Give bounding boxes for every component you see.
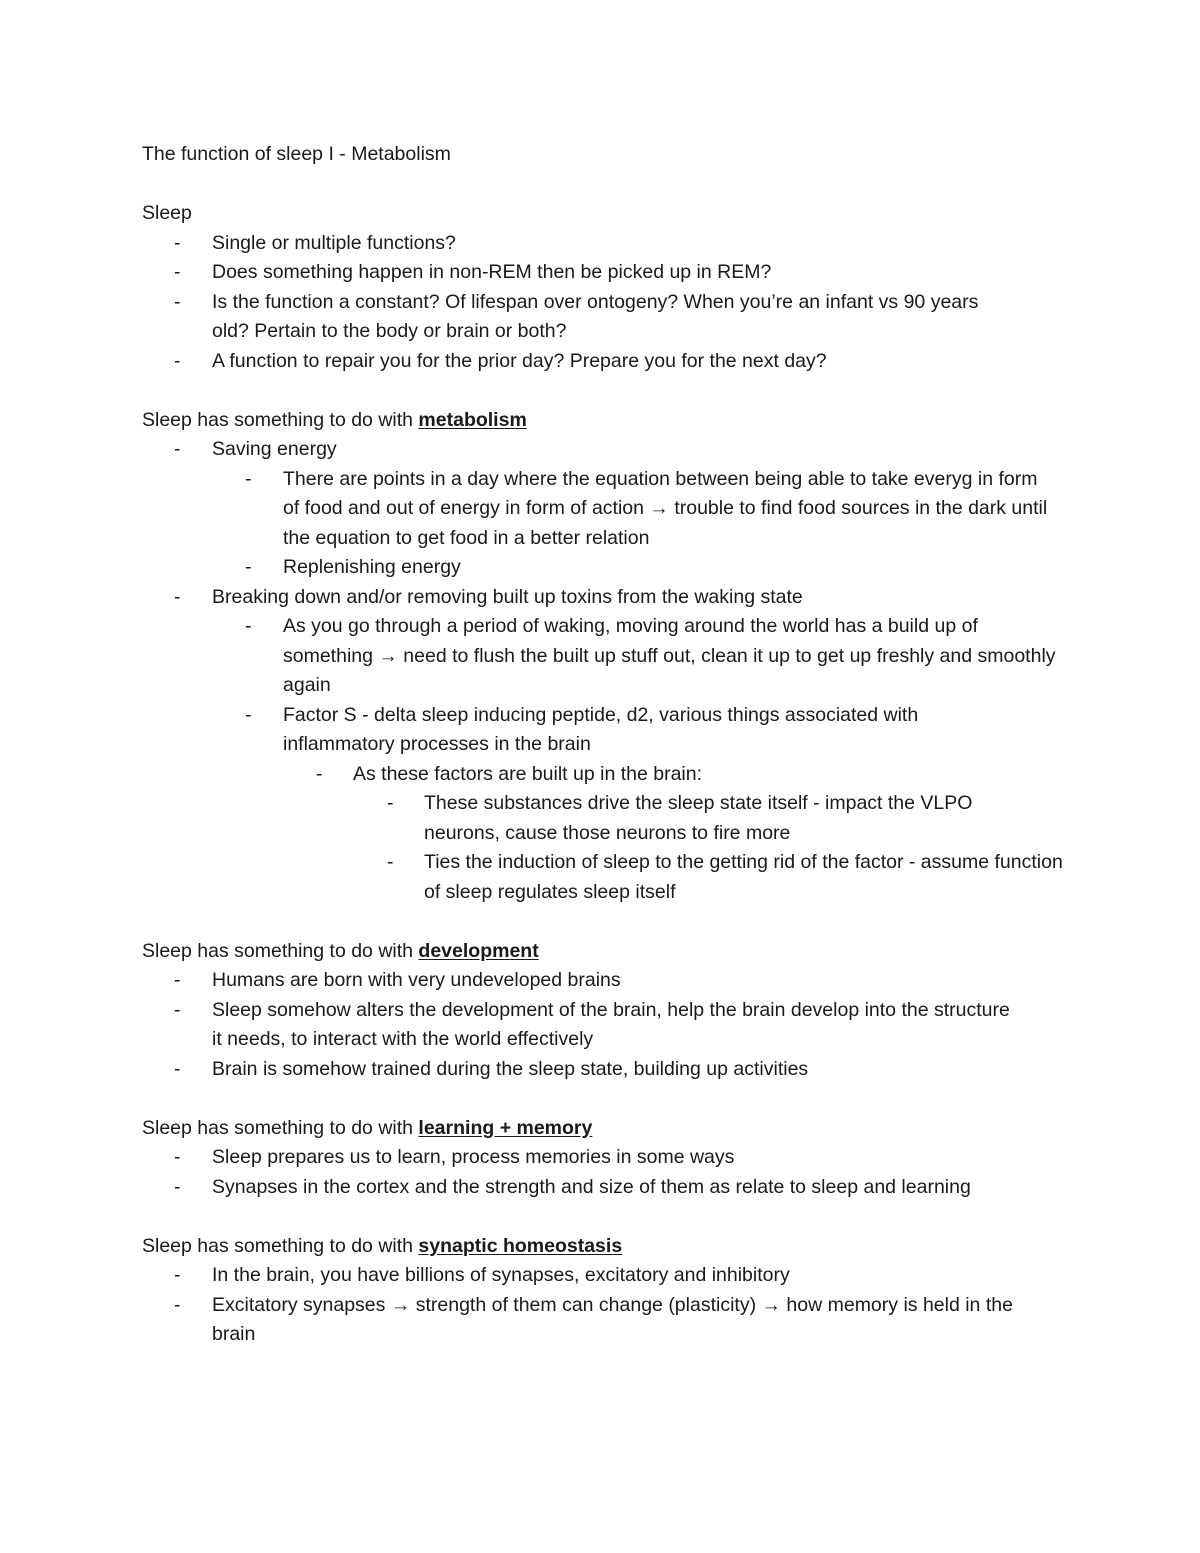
list-item: - There are points in a day where the equation between being able to take everyg in form of food and out of energy in form of action → trouble to find food sources in the dark until the equation to get food in a better relation: [212, 465, 1053, 554]
bullet-dash: -: [174, 585, 181, 608]
list-item: - Factor S - delta sleep inducing peptide, d2, various things associated with inflammatory processes in the brain - As these factors are built up in the brain: - These substances drive the sleep state itself - impact the VLPO neurons, cause those neurons to fire more - Ties the induction of sleep to the getting rid of the factor - assume function of sleep regulates sleep itself: [212, 701, 993, 908]
section-heading-synaptic: Sleep has something to do with synaptic homeostasis: [142, 1234, 623, 1257]
section-heading-development: Sleep has something to do with development: [142, 939, 539, 962]
list-item: - These substances drive the sleep state itself - impact the VLPO neurons, cause those neurons to fire more: [353, 789, 1044, 848]
list-item: - Single or multiple functions?: [142, 229, 1072, 259]
bullet-dash: -: [174, 231, 181, 254]
metabolism-list: [142, 435, 1072, 907]
document-title: The function of sleep I - Metabolism: [142, 143, 451, 165]
document-page: [142, 140, 1072, 1350]
bullet-dash: -: [174, 261, 181, 283]
bullet-dash: -: [174, 349, 181, 372]
synaptic-list: [142, 1261, 1072, 1350]
list-item: - Synapses in the cortex and the strength and size of them as relate to sleep and learning: [142, 1173, 1072, 1203]
list-item: - As you go through a period of waking, moving around the world has a build up of something → need to flush the built up stuff out, clean it up to get up freshly and smoothly again: [212, 612, 1058, 701]
saving-energy-sublist: [212, 465, 1072, 583]
keyword-metabolism: metabolism: [418, 408, 527, 431]
bullet-dash: -: [387, 792, 394, 814]
bullet-dash: -: [174, 1146, 181, 1168]
section-heading-sleep: Sleep: [142, 202, 192, 224]
list-item: - Humans are born with very undeveloped brains: [142, 966, 1072, 996]
bullet-dash: -: [174, 998, 181, 1021]
bullet-dash: -: [174, 1293, 181, 1316]
keyword-development: development: [418, 939, 539, 962]
bullet-dash: -: [174, 969, 181, 991]
list-item: - Brain is somehow trained during the sleep state, building up activities: [142, 1055, 1072, 1085]
list-item: - Breaking down and/or removing built up toxins from the waking state - As you go through a period of waking, moving around the world has a build up of something → need to flush the built up stuff out, clean it up to get up freshly and smoothly again - Factor S - delta sleep inducing peptide, d2, various things associated with inflammatory processes in the brain - As these factors are built up in the brain: - These substances drive the sleep state itself - impact the VLPO neurons, cause those neurons to fire more - Ties the induction of sleep to the getting rid of the factor - assume function of sleep regulates sleep itself: [142, 583, 1072, 908]
bullet-dash: -: [245, 615, 252, 637]
bullet-dash: -: [387, 851, 394, 873]
list-item: - As these factors are built up in the brain: - These substances drive the sleep state itself - impact the VLPO neurons, cause those neurons to fire more - Ties the induction of sleep to the getting rid of the factor - assume function of sleep regulates sleep itself: [283, 760, 993, 908]
bullet-dash: -: [316, 762, 323, 785]
sleep-question-list: [142, 229, 1072, 377]
bullet-dash: -: [245, 556, 252, 578]
bullet-dash: -: [174, 1264, 181, 1286]
list-item: - Is the function a constant? Of lifespan over ontogeny? When you’re an infant vs 90 years old? Pertain to the body or brain or both?: [142, 288, 1012, 347]
list-item: - Sleep prepares us to learn, process memories in some ways: [142, 1143, 1072, 1173]
bullet-dash: -: [174, 1057, 181, 1080]
list-item: - Saving energy - There are points in a day where the equation between being able to take everyg in form of food and out of energy in form of action → trouble to find food sources in the dark until the equation to get food in a better relation - Replenishing energy: [142, 435, 1072, 583]
bullet-dash: -: [174, 290, 181, 313]
development-list: [142, 966, 1072, 1084]
list-item: - Replenishing energy: [212, 553, 1072, 583]
list-item: - Does something happen in non-REM then be picked up in REM?: [142, 258, 1072, 288]
bullet-dash: -: [174, 438, 181, 460]
bullet-dash: -: [174, 1175, 181, 1198]
keyword-synaptic-homeostasis: synaptic homeostasis: [418, 1234, 623, 1257]
keyword-learning-memory: learning + memory: [418, 1116, 593, 1139]
section-heading-learning: Sleep has something to do with learning + memory: [142, 1116, 593, 1139]
factors-effects-sublist: [353, 789, 1063, 907]
list-item: - In the brain, you have billions of synapses, excitatory and inhibitory: [142, 1261, 1072, 1291]
toxins-sublist: [212, 612, 1072, 907]
section-heading-metabolism: Sleep has something to do with metabolism: [142, 408, 527, 431]
list-item: - A function to repair you for the prior day? Prepare you for the next day?: [142, 347, 1072, 377]
list-item: - Sleep somehow alters the development of the brain, help the brain develop into the structure it needs, to interact with the world effectively: [142, 996, 1012, 1055]
learning-list: [142, 1143, 1072, 1202]
bullet-dash: -: [245, 467, 252, 490]
bullet-dash: -: [245, 703, 252, 726]
list-item: - Ties the induction of sleep to the getting rid of the factor - assume function of sleep regulates sleep itself: [353, 848, 1064, 907]
factor-s-sublist: [283, 760, 1063, 908]
list-item: - Excitatory synapses → strength of them can change (plasticity) → how memory is held in the brain: [142, 1291, 1052, 1350]
